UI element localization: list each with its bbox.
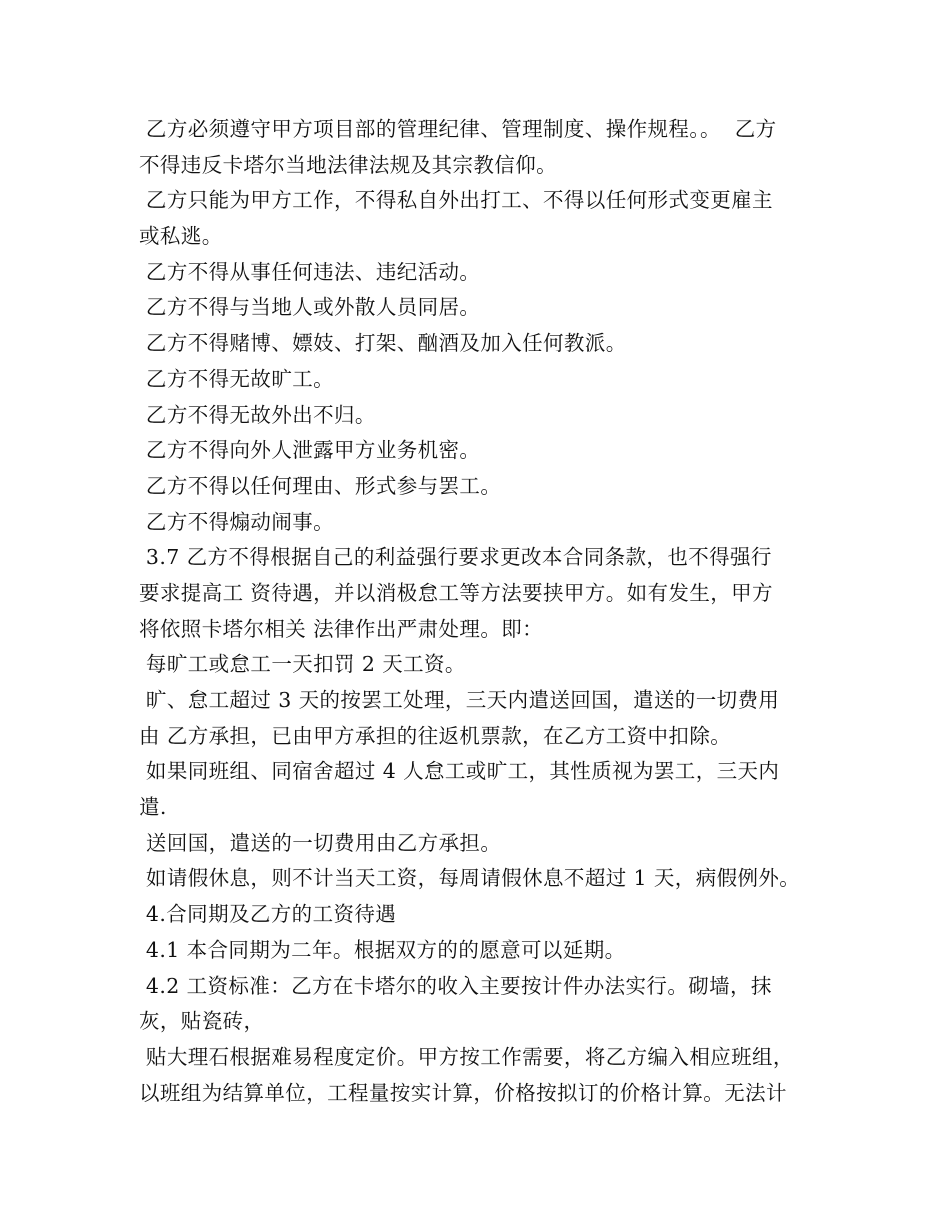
text-line: 乙方必须遵守甲方项目部的管理纪律、管理制度、操作规程。。 乙方 xyxy=(139,117,777,141)
text-line: 将依照卡塔尔相关 法律作出严肃处理。即： xyxy=(139,616,544,641)
text-line: 旷、怠工超过 3 天的按罢工处理，三天内遣送回国，遣送的一切费用 xyxy=(139,688,780,712)
text-line: 每旷工或怠工一天扣罚 2 天工资。 xyxy=(139,652,466,677)
text-line: 由 乙方承担，已由甲方承担的往返机票款，在乙方工资中扣除。 xyxy=(139,723,732,748)
text-line: 以班组为结算单位，工程量按实计算，价格按拟订的价格计算。无法计 xyxy=(139,1080,787,1105)
text-line: 4.1 本合同期为二年。根据双方的的愿意可以延期。 xyxy=(139,937,626,962)
document-body xyxy=(139,112,829,1111)
text-line: 灰，贴瓷砖， xyxy=(139,1009,265,1034)
text-line: 乙方不得与当地人或外散人员同居。 xyxy=(139,295,481,320)
text-line: 乙方不得从事任何违法、违纪活动。 xyxy=(139,259,481,284)
text-line: 乙方不得无故旷工。 xyxy=(139,366,335,391)
text-line: 乙方不得以任何理由、形式参与罢工。 xyxy=(139,473,502,498)
text-line: 或私逃。 xyxy=(139,224,223,249)
text-line: 如果同班组、同宿舍超过 4 人怠工或旷工，其性质视为罢工，三天内 xyxy=(139,759,780,784)
text-line: 乙方不得煽动闹事。 xyxy=(139,509,335,534)
text-line: 乙方只能为甲方工作，不得私自外出打工、不得以任何形式变更雇主 xyxy=(139,188,773,213)
text-line: 贴大理石根据难易程度定价。甲方按工作需要，将乙方编入相应班组， xyxy=(139,1044,794,1069)
text-line: 4.2 工资标准：乙方在卡塔尔的收入主要按计件办法实行。砌墙，抹 xyxy=(139,973,772,998)
text-line: 乙方不得赌博、嫖妓、打架、酗酒及加入任何教派。 xyxy=(139,331,627,356)
text-line: 3.7 乙方不得根据自己的利益强行要求更改本合同条款，也不得强行 xyxy=(139,545,772,570)
text-line: 要求提高工 资待遇，并以消极怠工等方法要挟甲方。如有发生，甲方 xyxy=(139,580,773,605)
text-line: 乙方不得向外人泄露甲方业务机密。 xyxy=(139,438,481,463)
text-line: 如请假休息，则不计当天工资，每周请假休息不超过 1 天，病假例外。 xyxy=(139,866,801,891)
text-line: 送回国，遣送的一切费用由乙方承担。 xyxy=(139,830,502,855)
text-line: 乙方不得无故外出不归。 xyxy=(139,402,376,427)
text-line: 不得违反卡塔尔当地法律法规及其宗教信仰。 xyxy=(139,152,557,177)
text-line: 4.合同期及乙方的工资待遇 xyxy=(139,902,397,927)
text-line: 遣. xyxy=(139,795,167,820)
